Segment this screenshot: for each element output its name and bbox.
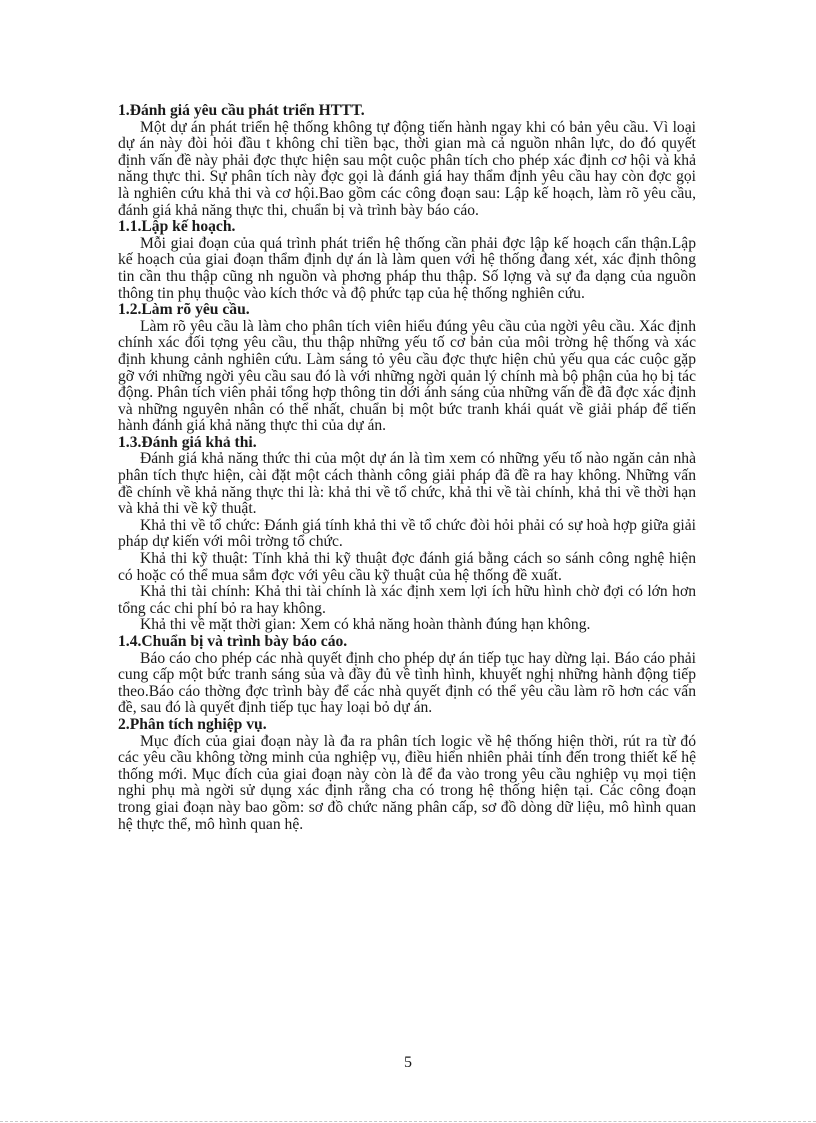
paragraph: Làm rõ yêu cầu là làm cho phân tích viên hiểu đúng yêu cầu của ngời yêu cầu. Xác định chính xác đối tợng yêu cầu, thu thập những yếu tố cơ bản của môi trờng hệ thống và xác định khung cảnh nghiên cứu. Làm sáng tỏ yêu cầu đợc thực hiện chủ yếu qua các cuộc gặp gỡ với những ngời yêu cầu sau đó là với những ngời quản lý chính mà bộ phận của họ bị tác động. Phân tích viên phải tổng hợp thông tin dới ánh sáng của những vấn đề đã đợc xác định và những nguyên nhân có thể nhất, chuẩn bị một bức tranh khái quát về giải pháp để tiến hành đánh giá khả năng thực thi của dự án. — [118, 317, 696, 435]
paragraph: Mỗi giai đoạn của quá trình phát triển hệ thống cần phải đợc lập kế hoạch cẩn thận.Lập kế hoạch của giai đoạn thẩm định dự án là làm quen với hệ thống đang xét, xác định thông tin cần thu thập cũng nh nguồn và phơng pháp thu thập. Số lợng và sự đa dạng của nguồn thông tin phụ thuộc vào kích thớc và độ phức tạp của hệ thống nghiên cứu. — [118, 234, 696, 302]
paragraph: Khả thi tài chính: Khả thi tài chính là xác định xem lợi ích hữu hình chờ đợi có lớn hơn tổng các chi phí bỏ ra hay không. — [118, 583, 696, 617]
paragraph: Mục đích của giai đoạn này là đa ra phân tích logic về hệ thống hiện thời, rút ra từ đó các yêu cầu không tờng minh của nghiệp vụ, điều hiển nhiên phải tính đến trong thiết kế hệ thống mới. Mục đích của giai đoạn này còn là để đa vào trong yêu cầu nghiệp vụ mọi tiện nghi phụ mà ngời sử dụng xác định rằng cha có trong hệ thống hiện tại. Các công đoạn trong giai đoạn này bao gồm: sơ đồ chức năng phân cấp, sơ đồ dòng dữ liệu, mô hình quan hệ thực thể, mô hình quan hệ. — [118, 732, 696, 833]
paragraph: Khả thi về tổ chức: Đánh giá tính khả thi về tổ chức đòi hỏi phải có sự hoà hợp giữa giải pháp dự kiến với môi trờng tổ chức. — [118, 516, 696, 551]
paragraph: Khả thi kỹ thuật: Tính khả thi kỹ thuật đợc đánh giá bằng cách so sánh công nghệ hiện có hoặc có thể mua sắm đợc với yêu cầu kỹ thuật của hệ thống đề xuất. — [118, 550, 696, 584]
heading: 1.2.Làm rõ yêu cầu. — [118, 301, 250, 319]
paragraph: Báo cáo cho phép các nhà quyết định cho phép dự án tiếp tục hay dừng lại. Báo cáo phải cung cấp một bức tranh sáng sủa và đầy đủ về tình hình, khuyết nghị những hành động tiếp theo.Báo cáo thờng đợc trình bày để các nhà quyết định có thể yêu cầu làm rõ hơn các vấn đề, sau đó là quyết định tiếp tục hay loại bỏ dự án. — [118, 649, 696, 717]
paragraph: Một dự án phát triển hệ thống không tự động tiến hành ngay khi có bản yêu cầu. Vì loại dự án này đòi hỏi đầu t không chỉ tiền bạc, thời gian mà cả nguồn nhân lực, do đó quyết định vấn đề này phải đợc thực hiện sau một cuộc phân tích cho phép xác định cơ hội và khả năng thực thi. Sự phân tích này đợc gọi là đánh giá hay thẩm định yêu cầu hay còn đợc gọi là nghiên cứu khả thi và cơ hội.Bao gồm các công đoạn sau: Lập kế hoạch, làm rõ yêu cầu, đánh giá khả năng thực thi, chuẩn bị và trình bày báo cáo. — [118, 118, 696, 219]
heading: 1.4.Chuẩn bị và trình bày báo cáo. — [118, 633, 348, 650]
page-number: 5 — [404, 1054, 412, 1071]
paragraph: Khả thi về mặt thời gian: Xem có khả năng hoàn thành đúng hạn không. — [140, 616, 591, 634]
heading: 1.3.Đánh giá khả thi. — [118, 433, 257, 451]
page-bottom-rule — [0, 1121, 816, 1122]
heading: 1.Đánh giá yêu cầu phát triển HTTT. — [118, 102, 365, 119]
document-body — [118, 103, 696, 833]
heading: 1.1.Lập kế hoạch. — [118, 218, 236, 236]
paragraph: Đánh giá khả năng thức thi của một dự án là tìm xem có những yếu tố nào ngăn cản nhà phân tích thực hiện, cài đặt một cách thành công giải pháp đã đề ra hay không. Những vấn đề chính về khả năng thực thi là: khả thi về tổ chức, khả thi về tài chính, khả thi về thời hạn và khả thi về kỹ thuật. — [118, 450, 696, 518]
heading: 2.Phân tích nghiệp vụ. — [118, 715, 267, 733]
